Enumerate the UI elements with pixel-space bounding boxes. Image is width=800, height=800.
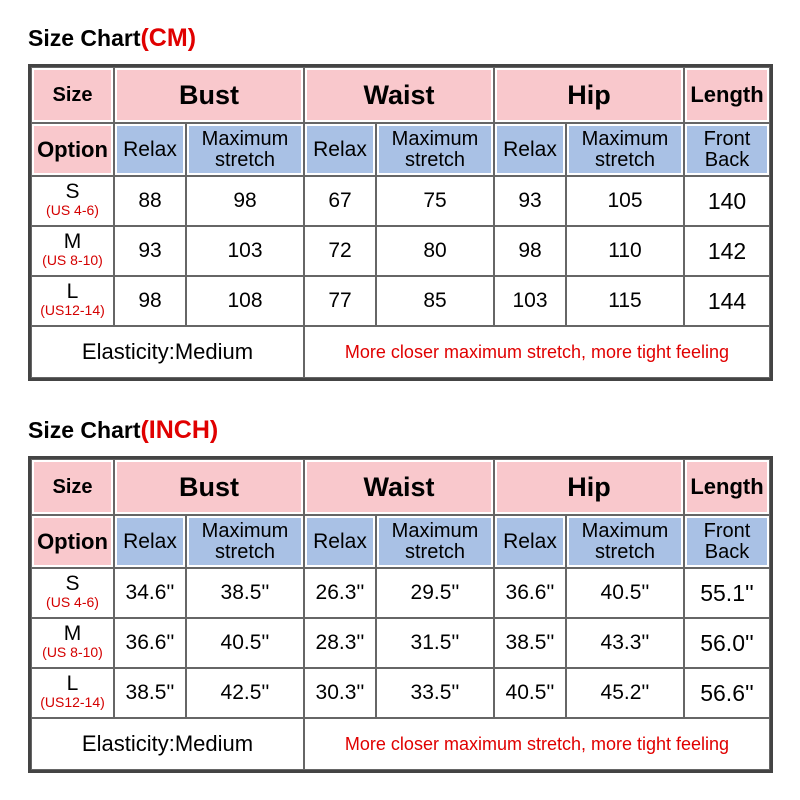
elasticity-label: Elasticity:Medium: [31, 326, 304, 378]
length-value: 140: [684, 176, 770, 226]
table-row: [31, 618, 770, 668]
size-cell: [31, 176, 114, 226]
length-value: 142: [684, 226, 770, 276]
waist-max-value: 85: [376, 276, 494, 326]
size-cell: [31, 668, 114, 718]
size-letter: S: [65, 180, 80, 203]
waist-relax-value: 28.3'': [304, 618, 376, 668]
hip-max-value: 43.3'': [566, 618, 684, 668]
max-line2: stretch: [214, 540, 276, 563]
size-letter: M: [63, 230, 82, 253]
subheader-hip-relax: Relax: [494, 515, 566, 568]
length-line2: Back: [704, 540, 750, 563]
subheader-bust-max-stretch: [186, 123, 304, 176]
max-line2: stretch: [594, 148, 656, 171]
size-cell: [31, 276, 114, 326]
waist-relax-value: 67: [304, 176, 376, 226]
stretch-note: More closer maximum stretch, more tight feeling: [304, 326, 770, 378]
title-unit: (INCH): [140, 416, 219, 444]
hip-max-value: 45.2'': [566, 668, 684, 718]
title-main: Size Chart: [28, 417, 141, 443]
bust-relax-value: 88: [114, 176, 186, 226]
length-line1: Front: [703, 519, 751, 542]
hip-relax-value: 93: [494, 176, 566, 226]
bust-max-value: 40.5'': [186, 618, 304, 668]
hip-relax-value: 38.5'': [494, 618, 566, 668]
title-unit: (CM): [140, 24, 197, 52]
hip-max-value: 40.5'': [566, 568, 684, 618]
subheader-front-back: [684, 515, 770, 568]
subheader-hip-relax: Relax: [494, 123, 566, 176]
max-line1: Maximum: [391, 127, 479, 150]
header-bust: Bust: [114, 67, 304, 123]
size-cell: [31, 568, 114, 618]
size-cell: [31, 226, 114, 276]
subheader-hip-max-stretch: [566, 515, 684, 568]
header-bust: Bust: [114, 459, 304, 515]
header-length: Length: [684, 459, 770, 515]
bust-max-value: 42.5'': [186, 668, 304, 718]
bust-relax-value: 36.6'': [114, 618, 186, 668]
elasticity-label: Elasticity:Medium: [31, 718, 304, 770]
hip-relax-value: 103: [494, 276, 566, 326]
header-hip: Hip: [494, 459, 684, 515]
subheader-hip-max-stretch: [566, 123, 684, 176]
size-letter: L: [66, 280, 79, 303]
size-table-cm: [28, 64, 773, 381]
size-table-inch: [28, 456, 773, 773]
hip-max-value: 115: [566, 276, 684, 326]
header-option: Option: [31, 123, 114, 176]
table-row: [31, 226, 770, 276]
length-line1: Front: [703, 127, 751, 150]
us-size: (US 8-10): [42, 252, 103, 268]
subheader-waist-max-stretch: [376, 123, 494, 176]
length-line2: Back: [704, 148, 750, 171]
size-cell: [31, 618, 114, 668]
bust-relax-value: 98: [114, 276, 186, 326]
max-line2: stretch: [404, 148, 466, 171]
waist-relax-value: 72: [304, 226, 376, 276]
size-letter: M: [63, 622, 82, 645]
us-size: (US 4-6): [46, 594, 99, 610]
title-main: Size Chart: [28, 25, 141, 51]
header-option: Option: [31, 515, 114, 568]
header-size: Size: [31, 67, 114, 123]
waist-max-value: 29.5'': [376, 568, 494, 618]
max-line1: Maximum: [201, 519, 289, 542]
waist-max-value: 80: [376, 226, 494, 276]
hip-relax-value: 36.6'': [494, 568, 566, 618]
us-size: (US 4-6): [46, 202, 99, 218]
hip-relax-value: 98: [494, 226, 566, 276]
header-waist: Waist: [304, 459, 494, 515]
bust-max-value: 38.5'': [186, 568, 304, 618]
waist-relax-value: 26.3'': [304, 568, 376, 618]
hip-max-value: 110: [566, 226, 684, 276]
max-line1: Maximum: [581, 127, 669, 150]
table-row: [31, 276, 770, 326]
table-row: [31, 568, 770, 618]
table-row: [31, 176, 770, 226]
hip-max-value: 105: [566, 176, 684, 226]
us-size: (US 8-10): [42, 644, 103, 660]
max-line1: Maximum: [581, 519, 669, 542]
table-row: [31, 668, 770, 718]
bust-max-value: 108: [186, 276, 304, 326]
length-value: 56.0'': [684, 618, 770, 668]
subheader-bust-relax: Relax: [114, 123, 186, 176]
header-hip: Hip: [494, 67, 684, 123]
subheader-waist-relax: Relax: [304, 515, 376, 568]
hip-relax-value: 40.5'': [494, 668, 566, 718]
waist-relax-value: 30.3'': [304, 668, 376, 718]
subheader-front-back: [684, 123, 770, 176]
us-size: (US12-14): [40, 302, 105, 318]
max-line2: stretch: [404, 540, 466, 563]
bust-relax-value: 34.6'': [114, 568, 186, 618]
max-line2: stretch: [594, 540, 656, 563]
size-chart-cm-title: [28, 24, 196, 53]
waist-relax-value: 77: [304, 276, 376, 326]
subheader-waist-relax: Relax: [304, 123, 376, 176]
length-value: 55.1'': [684, 568, 770, 618]
max-line2: stretch: [214, 148, 276, 171]
size-letter: L: [66, 672, 79, 695]
bust-relax-value: 93: [114, 226, 186, 276]
waist-max-value: 75: [376, 176, 494, 226]
subheader-waist-max-stretch: [376, 515, 494, 568]
max-line1: Maximum: [391, 519, 479, 542]
bust-relax-value: 38.5'': [114, 668, 186, 718]
waist-max-value: 31.5'': [376, 618, 494, 668]
subheader-bust-max-stretch: [186, 515, 304, 568]
header-waist: Waist: [304, 67, 494, 123]
subheader-bust-relax: Relax: [114, 515, 186, 568]
bust-max-value: 103: [186, 226, 304, 276]
max-line1: Maximum: [201, 127, 289, 150]
header-length: Length: [684, 67, 770, 123]
header-size: Size: [31, 459, 114, 515]
size-letter: S: [65, 572, 80, 595]
length-value: 56.6'': [684, 668, 770, 718]
size-chart-inch-title: [28, 416, 218, 445]
bust-max-value: 98: [186, 176, 304, 226]
stretch-note: More closer maximum stretch, more tight feeling: [304, 718, 770, 770]
us-size: (US12-14): [40, 694, 105, 710]
waist-max-value: 33.5'': [376, 668, 494, 718]
length-value: 144: [684, 276, 770, 326]
